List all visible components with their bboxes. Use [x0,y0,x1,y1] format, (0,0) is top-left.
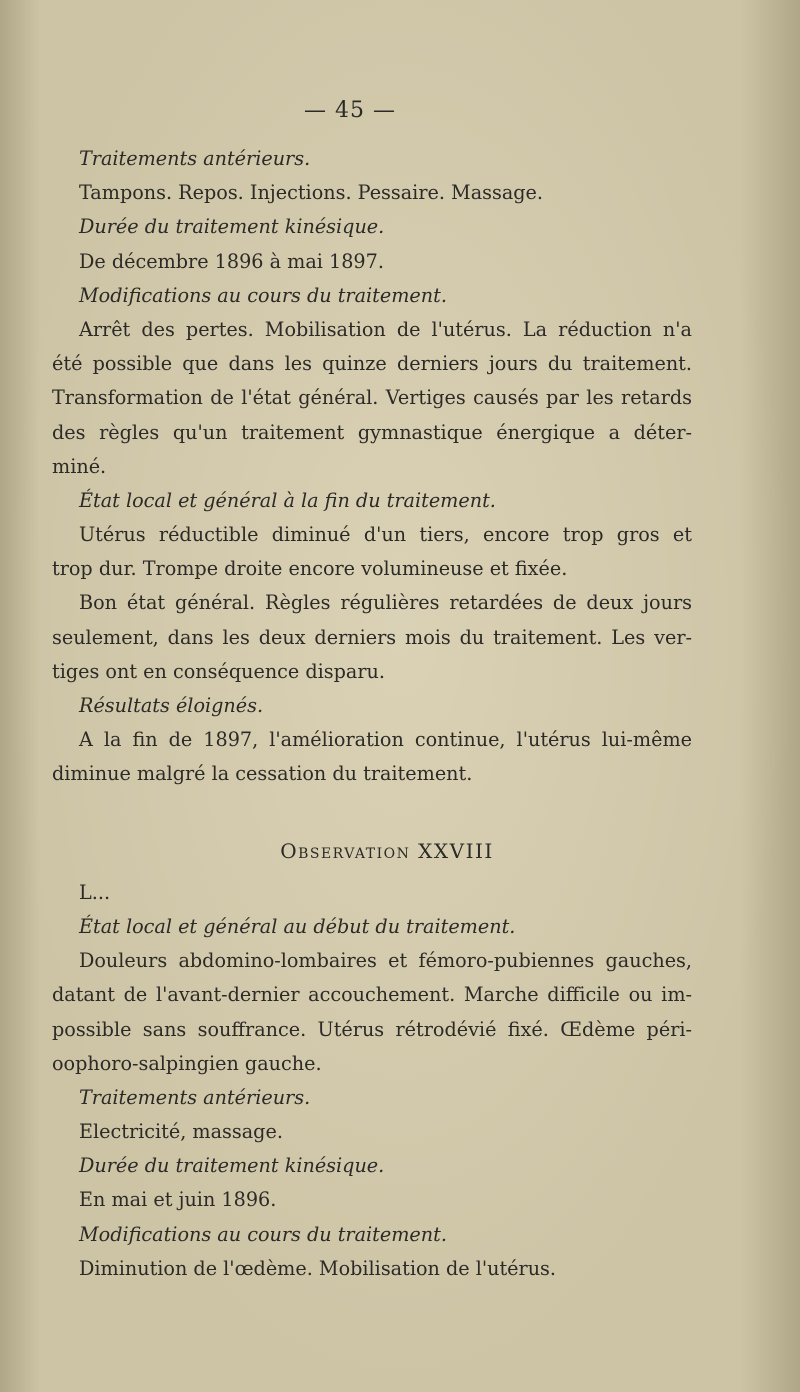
paragraph-line: Bon état général. Règles régulières retardées de deux jours [79,591,692,615]
paragraph-line: possible sans souffrance. Utérus rétrodévié fixé. Œdème péri- [52,1017,692,1041]
heading-results: Résultats éloignés. [79,694,264,717]
page-number: — 45 — [304,98,396,123]
heading-treatments-prior: Traitements antérieurs. [79,1085,311,1109]
heading-treatments-prior: Traitements antérieurs. [79,147,311,170]
paragraph-duration: De décembre 1896 à mai 1897. [79,249,384,273]
paragraph-line: trop dur. Trompe droite encore volumineuse et fixée. [52,557,568,581]
heading-state-end: État local et général à la fin du traitement. [79,488,496,512]
paragraph-line: tiges ont en conséquence disparu. [52,659,385,683]
body-text [52,142,692,1286]
heading-modifications: Modifications au cours du traitement. [79,283,447,307]
paragraph-line: Douleurs abdomino-lombaires et fémoro-pubiennes gauches, [79,949,692,973]
paragraph-line: datant de l'avant-dernier accouchement. Marche difficile ou im- [52,983,692,1007]
heading-modifications: Modifications au cours du traitement. [79,1222,447,1246]
paragraph-treatments-prior: Tampons. Repos. Injections. Pessaire. Massage. [79,181,544,205]
paragraph-line: Arrêt des pertes. Mobilisation de l'utérus. La réduction n'a [79,317,692,341]
paragraph-line: des règles qu'un traitement gymnastique énergique a déter- [52,420,692,444]
heading-state-start: État local et général au début du traitement. [79,914,516,938]
heading-duration: Durée du traitement kinésique. [79,215,385,239]
paragraph-line: Transformation de l'état général. Vertiges causés par les retards [52,386,692,410]
observation-title: Observation XXVIII [280,838,494,863]
paragraph-treatments-prior: Electricité, massage. [79,1120,283,1144]
paragraph-line: seulement, dans les deux derniers mois du traitement. Les ver- [52,625,692,649]
heading-duration: Durée du traitement kinésique. [79,1154,385,1178]
paragraph-line: A la fin de 1897, l'amélioration continue, l'utérus lui-même [79,728,692,752]
paragraph-line: Utérus réductible diminué d'un tiers, encore trop gros et [79,523,692,547]
paragraph-modifications: Diminution de l'œdème. Mobilisation de l'utérus. [79,1256,557,1280]
paragraph-line: été possible que dans les quinze derniers jours du traitement. [52,352,692,376]
patient-initial: L... [79,880,111,904]
paragraph-line: oophoro-salpingien gauche. [52,1051,322,1075]
paragraph-line: diminue malgré la cessation du traitement. [52,762,473,786]
paragraph-duration: En mai et juin 1896. [79,1188,277,1212]
spacer [52,868,692,876]
paragraph-line: miné. [52,454,107,478]
